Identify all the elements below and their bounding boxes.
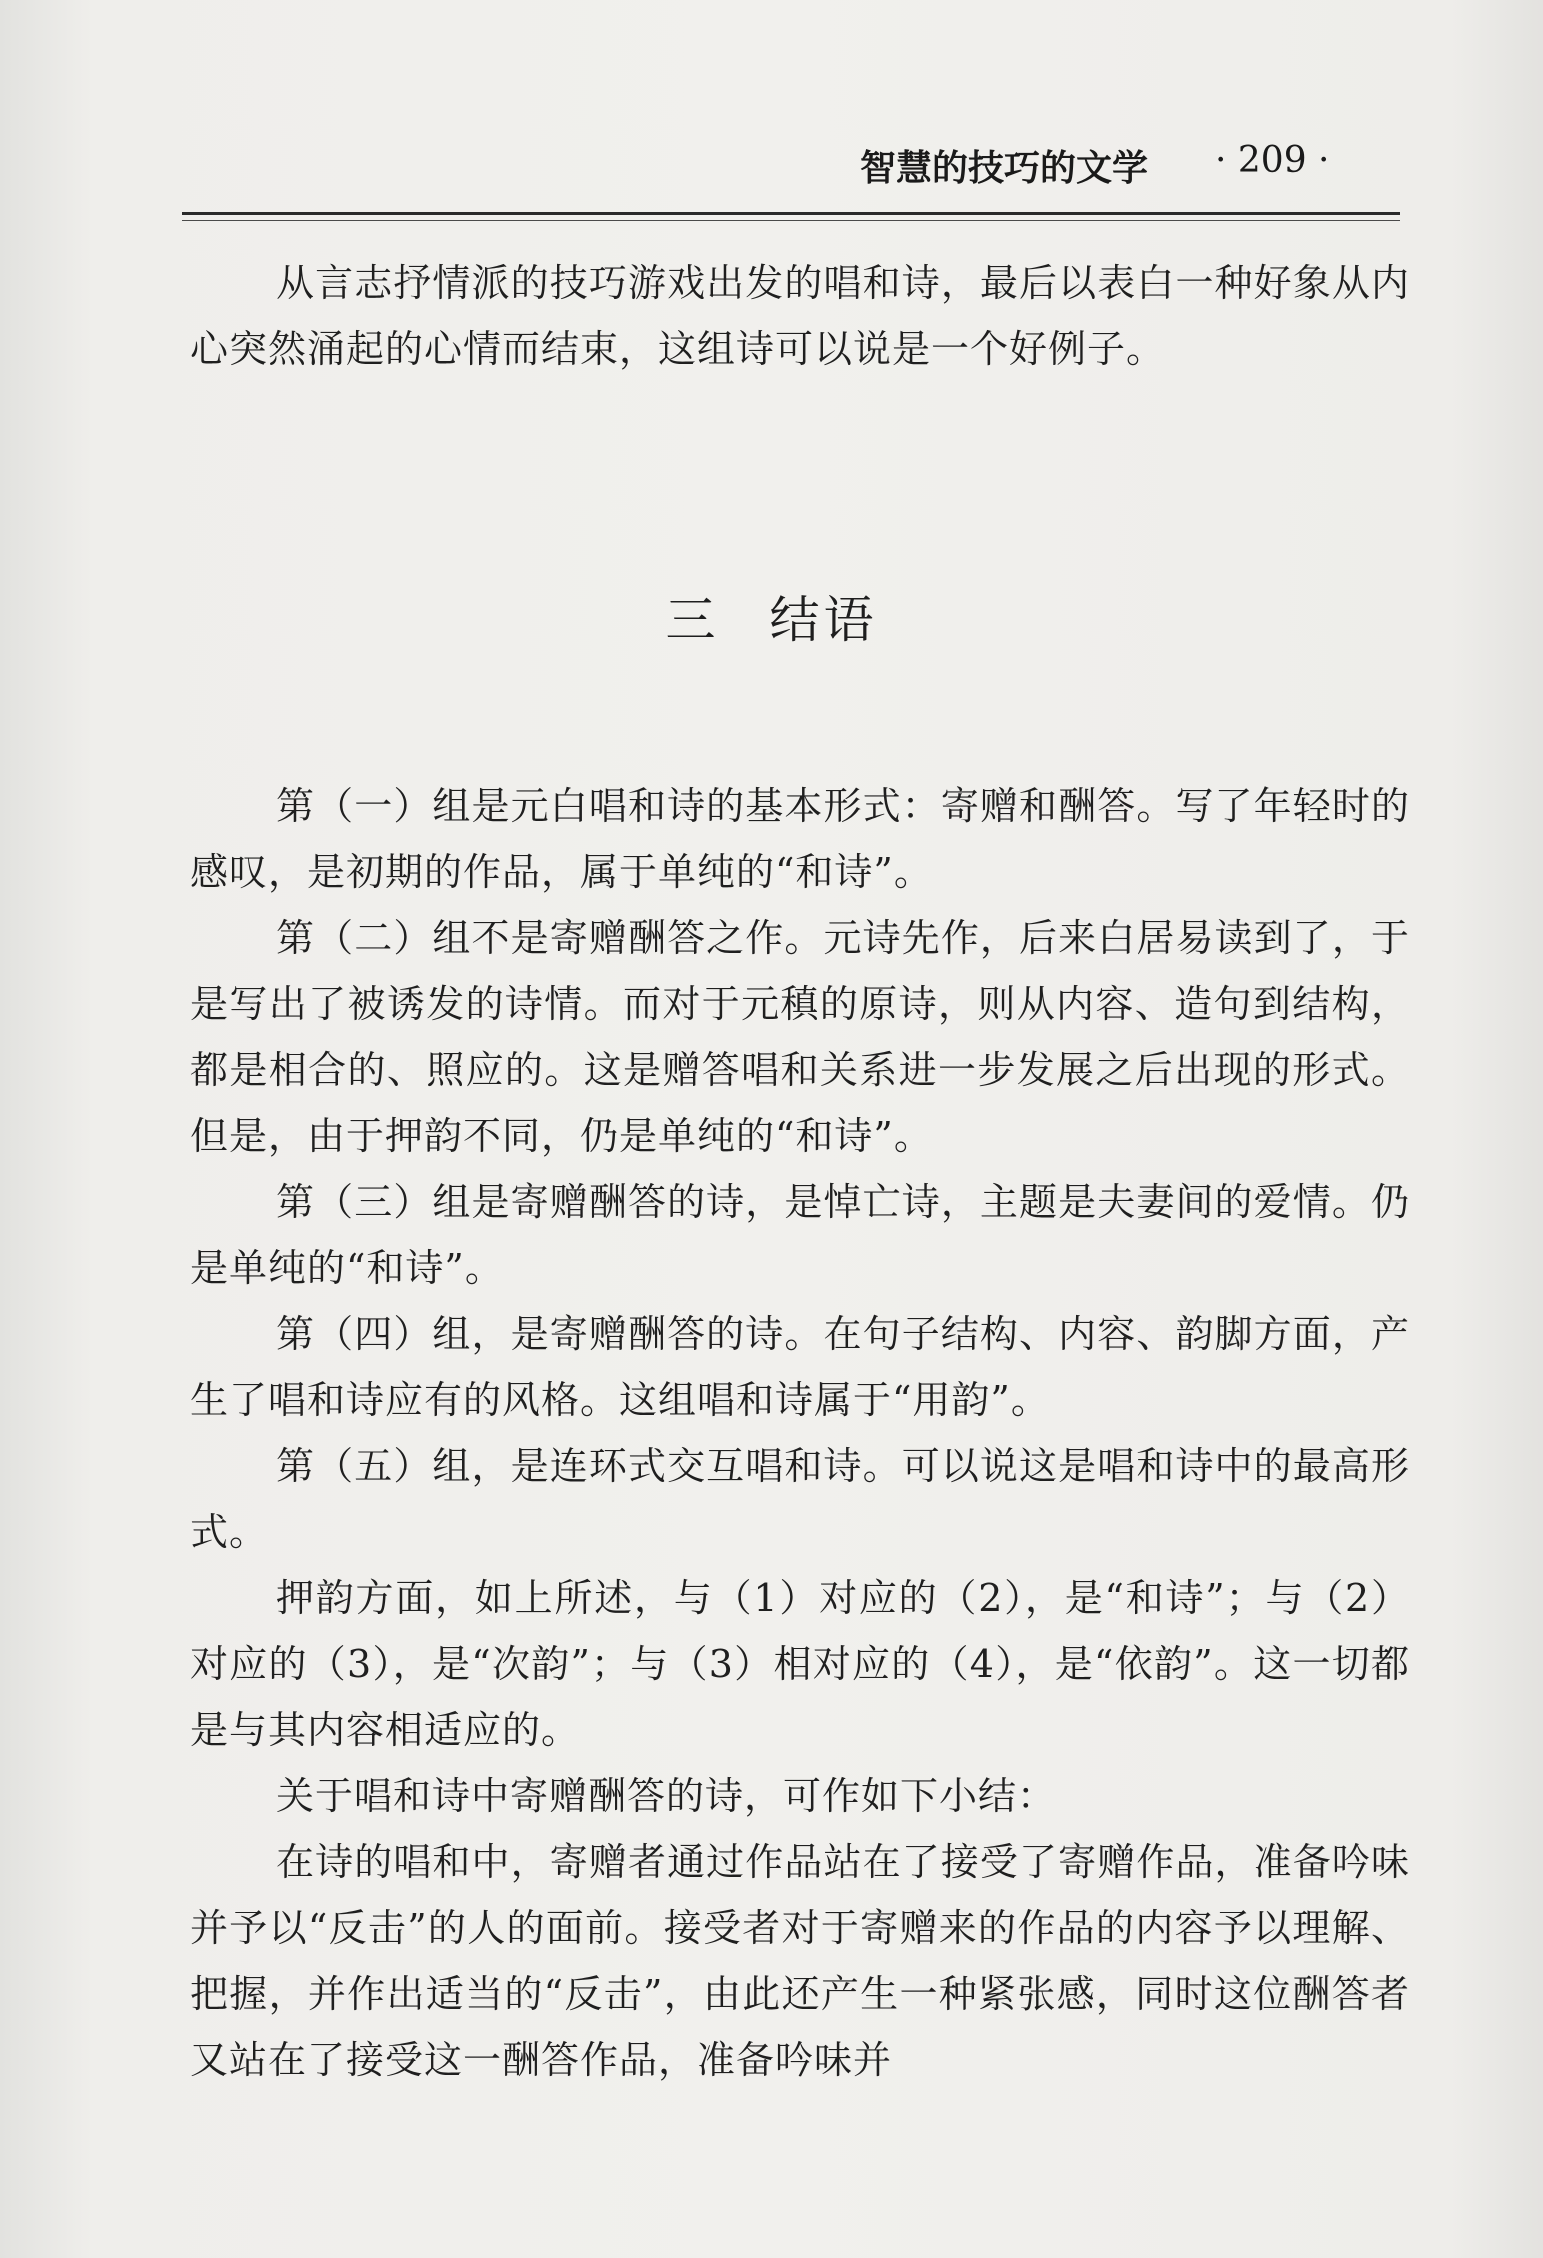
paragraph: 第（五）组，是连环式交互唱和诗。可以说这是唱和诗中的最高形式。 bbox=[190, 1444, 1410, 1554]
section-heading bbox=[0, 580, 1543, 652]
section-number: 三 bbox=[665, 591, 720, 649]
paragraph: 关于唱和诗中寄赠酬答的诗，可作如下小结： bbox=[276, 1774, 1057, 1818]
paragraph: 押韵方面，如上所述，与（1）对应的（2），是“和诗”；与（2）对应的（3），是“次韵”；与（3）相对应的（4），是“依韵”。这一切都是与其内容相适应的。 bbox=[190, 1576, 1410, 1752]
main-text bbox=[190, 773, 1410, 2093]
running-head-title: 智慧的技巧的文学 bbox=[860, 148, 1149, 189]
header-rule-thick bbox=[182, 212, 1400, 215]
page-number: · 209 · bbox=[1215, 140, 1330, 181]
paragraph: 第（三）组是寄赠酬答的诗，是悼亡诗，主题是夫妻间的爱情。仍是单纯的“和诗”。 bbox=[190, 1180, 1410, 1290]
running-head bbox=[860, 140, 1340, 200]
paragraph: 第（一）组是元白唱和诗的基本形式：寄赠和酬答。写了年轻时的感叹，是初期的作品，属于单纯的“和诗”。 bbox=[190, 784, 1410, 894]
paragraph: 第（二）组不是寄赠酬答之作。元诗先作，后来白居易读到了，于是写出了被诱发的诗情。而对于元稹的原诗，则从内容、造句到结构，都是相合的、照应的。这是赠答唱和关系进一步发展之后出现的形式。但是，由于押韵不同，仍是单纯的“和诗”。 bbox=[190, 916, 1410, 1158]
paragraph: 第（四）组，是寄赠酬答的诗。在句子结构、内容、韵脚方面，产生了唱和诗应有的风格。这组唱和诗属于“用韵”。 bbox=[190, 1312, 1410, 1422]
header-rule-thin bbox=[182, 220, 1400, 221]
paragraph: 在诗的唱和中，寄赠者通过作品站在了接受了寄赠作品，准备吟味并予以“反击”的人的面前。接受者对于寄赠来的作品的内容予以理解、把握，并作出适当的“反击”，由此还产生一种紧张感，同时这位酬答者又站在了接受这一酬答作品，准备吟味并 bbox=[190, 1840, 1410, 2082]
intro-text bbox=[190, 250, 1410, 382]
section-title: 结语 bbox=[769, 591, 878, 649]
paragraph: 从言志抒情派的技巧游戏出发的唱和诗，最后以表白一种好象从内心突然涌起的心情而结束，这组诗可以说是一个好例子。 bbox=[190, 261, 1410, 371]
